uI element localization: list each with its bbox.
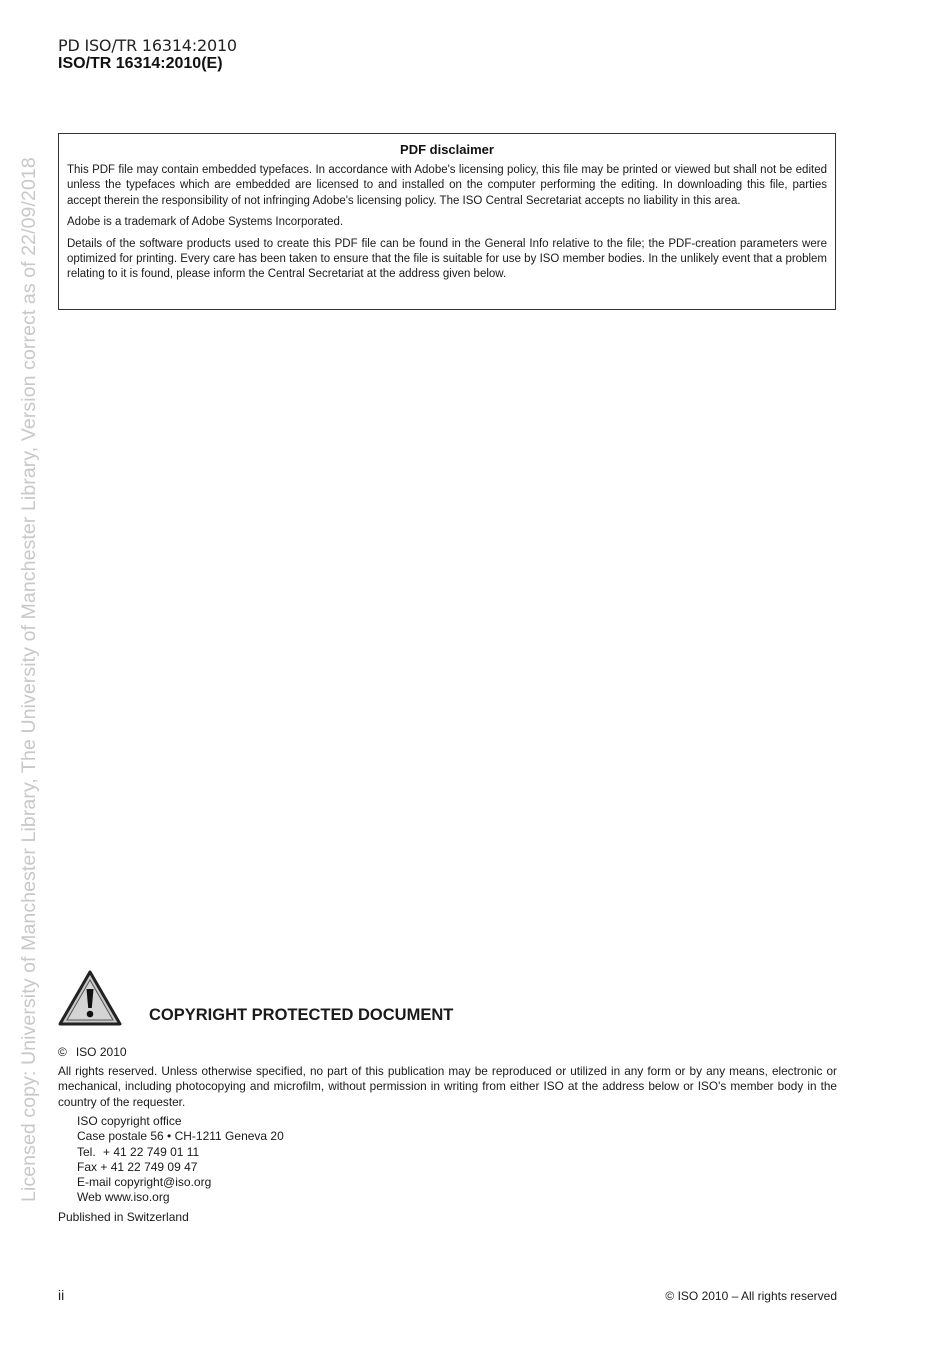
copyright-year-line <box>58 1045 127 1059</box>
license-watermark <box>0 0 40 1345</box>
tel-number: + 41 22 749 01 11 <box>103 1144 200 1159</box>
email-label: E-mail <box>77 1175 112 1190</box>
iso-address-block <box>77 1114 284 1206</box>
web-value: www.iso.org <box>104 1190 170 1205</box>
footer-copyright-notice: © ISO 2010 – All rights reserved <box>665 1289 837 1303</box>
address-postal: Case postale 56 • CH-1211 Geneva 20 <box>77 1129 284 1144</box>
published-location: Published in Switzerland <box>58 1210 189 1224</box>
address-fax <box>77 1160 284 1175</box>
watermark-text: Licensed copy: University of Manchester Library, The University of Manchester Library, Version correct as of 22/09/2018 <box>18 157 40 1202</box>
document-id-subheader: ISO/TR 16314:2010(E) <box>58 55 223 72</box>
email-value: copyright@iso.org <box>114 1175 212 1190</box>
address-office: ISO copyright office <box>77 1114 182 1128</box>
disclaimer-paragraph: Details of the software products used to create this PDF file can be found in the General Info relative to the file; the PDF-creation parameters were optimized for printing. Every care has been taken to ensure that the file is suitable for use by ISO member bodies. In the unlikely event that a problem relating to it is found, please inform the Central Secretariat at the address given below. <box>67 237 827 281</box>
disclaimer-title: PDF disclaimer <box>400 142 494 157</box>
copyright-title: COPYRIGHT PROTECTED DOCUMENT <box>149 1006 454 1024</box>
fax-label: Fax <box>77 1159 98 1174</box>
document-id-header: PD ISO/TR 16314:2010 <box>58 36 237 55</box>
address-tel <box>77 1145 284 1160</box>
copyright-year: ISO 2010 <box>75 1045 127 1059</box>
copyright-symbol: © <box>58 1045 67 1059</box>
disclaimer-paragraph: This PDF file may contain embedded typefaces. In accordance with Adobe's licensing policy, this file may be printed or viewed but shall not be edited unless the typefaces which are embedded are licensed to and installed on the computer performing the editing. In downloading this file, parties accept therein the responsibility of not infringing Adobe's licensing policy. The ISO Central Secretariat accepts no liability in this area. <box>67 164 827 207</box>
warning-triangle-icon <box>58 969 122 1027</box>
tel-label: Tel. <box>77 1144 96 1159</box>
disclaimer-paragraph: Adobe is a trademark of Adobe Systems Incorporated. <box>67 216 344 229</box>
address-email <box>77 1175 284 1190</box>
web-label: Web <box>77 1190 102 1205</box>
pdf-disclaimer-box <box>58 133 836 310</box>
copyright-rights-text: All rights reserved. Unless otherwise specified, no part of this publication may be reproduced or utilized in any form or by any means, electronic or mechanical, including photocopying and microfilm, without permission in writing from either ISO at the address below or ISO's member body in the country of the requester. <box>58 1064 837 1109</box>
fax-number: + 41 22 749 09 47 <box>100 1159 198 1174</box>
page-number: ii <box>58 1287 65 1303</box>
address-web <box>77 1190 284 1205</box>
